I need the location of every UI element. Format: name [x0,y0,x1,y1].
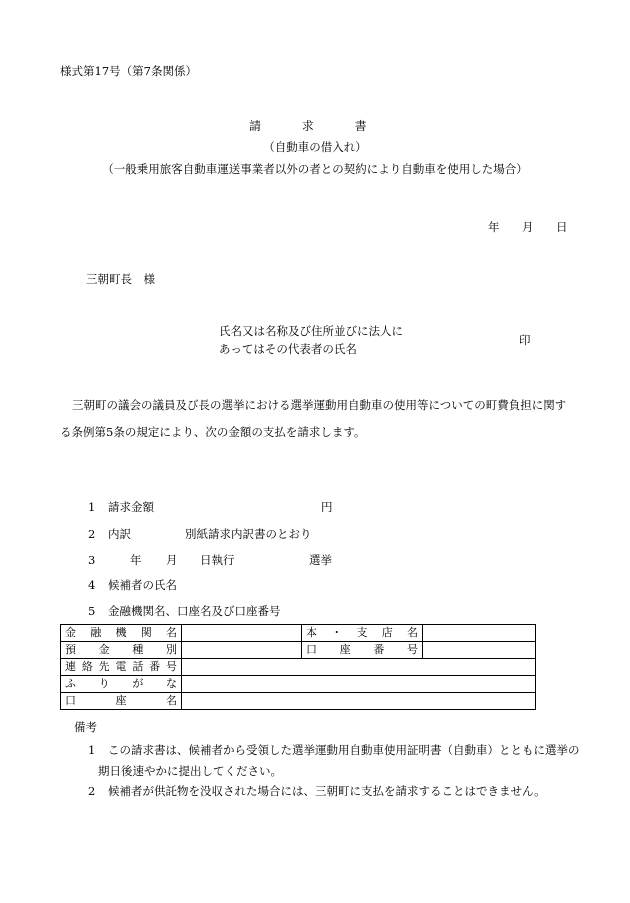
notes-heading: 備考 [74,720,97,734]
item-4-label: 候補者の氏名 [108,578,177,592]
item-4-number: 4 [88,578,96,592]
bank-name-field[interactable] [182,625,302,642]
item-2-label: 内訳 [108,527,131,541]
table-row [61,642,536,659]
document-subtitle-condition: （一般乗用旅客自動車運送事業者以外の者との契約により自動車を使用した場合） [102,162,528,176]
furigana-field[interactable] [182,676,536,693]
bank-name-label: 金融機関名 [61,625,182,642]
item-2-number: 2 [88,527,96,541]
deposit-type-field[interactable] [182,642,302,659]
applicant-label-line2: あってはその代表者の氏名 [219,342,357,356]
account-name-label: 口座名 [61,693,182,710]
note-1-number: 1 [88,743,96,757]
item-1-label: 請求金額 [108,500,154,514]
table-row [61,659,536,676]
contact-phone-field[interactable] [182,659,536,676]
account-name-field[interactable] [182,693,536,710]
table-row [61,676,536,693]
seal-mark: 印 [519,333,531,347]
item-3-year: 年 [130,553,142,567]
date-month-label: 月 [522,220,534,234]
form-number: 様式第17号（第7条関係） [60,64,197,78]
branch-name-field[interactable] [423,625,536,642]
item-3-number: 3 [88,553,96,567]
applicant-label-line1: 氏名又は名称及び住所並びに法人に [219,324,403,338]
item-5-label: 金融機関名、口座名及び口座番号 [108,604,281,618]
contact-phone-label: 連絡先電話番号 [61,659,182,676]
date-year-label: 年 [488,220,500,234]
item-2-value: 別紙請求内訳書のとおり [185,527,312,541]
furigana-label: ふりがな [61,676,182,693]
request-body-text: 三朝町の議会の議員及び長の選挙における選挙運動用自動車の使用等についての町費負担に関する条例第5条の規定により、次の金額の支払を請求します。 [60,398,567,439]
item-3-date: 日執行 [200,553,235,567]
table-row [61,625,536,642]
note-1-text-line1: この請求書は、候補者から受領した選挙運動用自動車使用証明書（自動車）とともに選挙の [108,743,580,757]
item-1-yen: 円 [321,500,333,514]
item-3-month: 月 [166,553,178,567]
item-3-election: 選挙 [309,553,332,567]
account-number-label: 口座番号 [302,642,423,659]
addressee: 三朝町長 様 [86,272,155,286]
item-1-number: 1 [88,500,96,514]
document-subtitle: （自動車の借入れ） [263,140,367,154]
account-number-field[interactable] [423,642,536,659]
bank-account-table [60,624,536,710]
note-2-number: 2 [88,784,96,798]
document-title: 請 求 書 [248,119,381,133]
note-1-text-line2: 期日後速やかに提出してください。 [98,764,282,778]
branch-name-label: 本・支店名 [302,625,423,642]
item-5-number: 5 [88,604,96,618]
table-row [61,693,536,710]
date-day-label: 日 [556,220,568,234]
deposit-type-label: 預金種別 [61,642,182,659]
note-2-text: 候補者が供託物を没収された場合には、三朝町に支払を請求することはできません。 [108,784,546,798]
